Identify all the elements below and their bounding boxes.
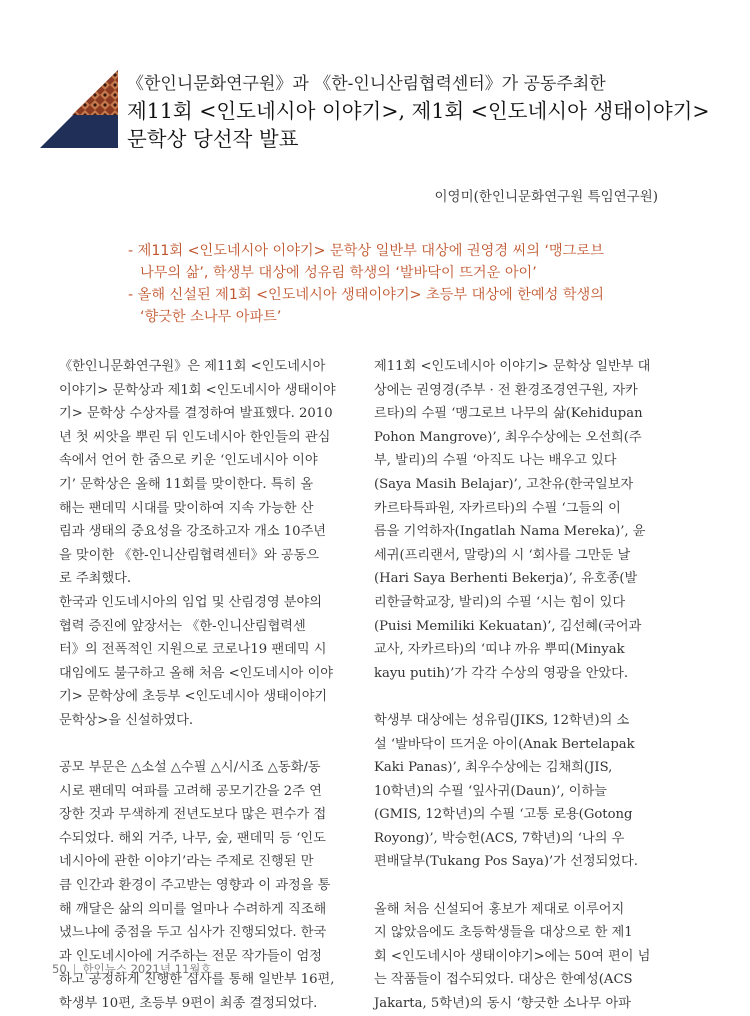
- page-footer: [52, 961, 212, 977]
- body-line: 10학년)의 수필 ‘잎사귀(Daun)’, 이하늘: [374, 783, 607, 799]
- body-line: 회 <인도네시아 생태이야기>에는 50여 편이 넘: [374, 948, 651, 964]
- body-line: 학생부 대상에는 성유림(JIKS, 12학년)의 소: [374, 712, 630, 728]
- body-line: 장한 것과 무색하게 전년도보다 많은 편수가 접: [59, 807, 327, 823]
- body-paragraph: [374, 709, 666, 874]
- body-line: 해 깨달은 삶의 의미를 얼마나 수려하게 직조해: [59, 901, 327, 917]
- highlight-line: - 올해 신설된 제1회 <인도네시아 생태이야기> 초등부 대상에 한예성 학생의: [128, 287, 604, 303]
- body-line: (Puisi Memiliki Kekuatan)’, 김선혜(국어과: [374, 618, 642, 634]
- body-line: 교사, 자카르타)의 ‘띠냐 까유 뿌띠(Minyak: [374, 642, 625, 658]
- body-line: 부, 발리)의 수필 ‘아직도 나는 배우고 있다: [374, 453, 617, 469]
- body-line: 대임에도 불구하고 올해 처음 <인도네시아 이야: [59, 665, 334, 681]
- body-line: 편배달부(Tukang Pos Saya)’가 선정되었다.: [374, 854, 638, 870]
- body-line: 수되었다. 해외 거주, 나무, 숲, 팬데믹 등 ‘인도: [59, 830, 326, 846]
- body-column-left: [59, 355, 349, 1016]
- body-line: 지 않았음에도 초등학생들을 대상으로 한 제1: [374, 925, 633, 941]
- body-line: Jakarta, 5학년)의 동시 ‘향긋한 소나무 아파: [374, 996, 631, 1012]
- body-line: 과 인도네시아에 거주하는 전문 작가들이 엄정: [59, 948, 323, 964]
- body-line: 는 작품들이 접수되었다. 대상은 한예성(ACS: [374, 972, 633, 988]
- body-line: 냈느냐에 중점을 두고 심사가 진행되었다. 한국: [59, 925, 327, 941]
- body-line: 네시아에 관한 이야기’라는 주제로 진행된 만: [59, 854, 314, 870]
- body-line: kayu putih)’가 각각 수상의 영광을 안았다.: [374, 665, 629, 681]
- body-line: (Saya Masih Belajar)’, 고찬유(한국일보자: [374, 476, 634, 492]
- body-line: 해는 팬데믹 시대를 맞이하여 지속 가능한 산: [59, 500, 314, 516]
- body-column-right: [374, 355, 666, 1016]
- title-organizers: 《한인니문화연구원》과 《한-인니산림협력센터》가 공동주최한: [127, 74, 606, 94]
- body-line: (GMIS, 12학년)의 수필 ‘고통 로용(Gotong: [374, 807, 633, 823]
- body-line: 학생부 10편, 초등부 9편이 최종 결정되었다.: [59, 996, 318, 1012]
- body-line: 림과 생태의 중요성을 강조하고자 개소 10주년: [59, 524, 327, 540]
- author-byline: 이영미(한인니문화연구원 특임연구원): [434, 189, 658, 205]
- body-line: 로 주최했다.: [59, 571, 132, 587]
- body-line: 올해 처음 신설되어 홍보가 제대로 이루어지: [374, 901, 625, 917]
- publication-name: 한인뉴스 2021년 11월호: [82, 962, 212, 976]
- body-line: 카르타특파원, 자카르타)의 수필 ‘그들의 이: [374, 500, 621, 516]
- footer-separator: |: [72, 962, 77, 976]
- highlight-line: - 제11회 <인도네시아 이야기> 문학상 일반부 대상에 권영경 씨의 ‘맹그로브: [128, 243, 604, 259]
- body-line: 터》의 전폭적인 지원으로 코로나19 팬데믹 시: [59, 642, 327, 658]
- body-line: Royong)’, 박승헌(ACS, 7학년)의 ‘나의 우: [374, 830, 625, 846]
- body-line: 한국과 인도네시아의 임업 및 산림경영 분야의: [59, 594, 323, 610]
- body-line: Kaki Panas)’, 최우수상에는 김채희(JIS,: [374, 760, 613, 776]
- body-line: 문학상>을 신설하였다.: [59, 712, 194, 728]
- body-line: 리한글학교장, 발리)의 수필 ‘시는 힘이 있다: [374, 594, 626, 610]
- body-line: 상에는 권영경(주부 · 전 환경조경연구원, 자카: [374, 382, 638, 398]
- body-line: 세귀(프리랜서, 말랑)의 시 ‘회사를 그만둔 날: [374, 547, 631, 563]
- body-line: 르타)의 수필 ‘맹그로브 나무의 삶(Kehidupan: [374, 406, 643, 422]
- body-line: 이야기> 문학상과 제1회 <인도네시아 생태이야: [59, 382, 336, 398]
- highlight-line: 나무의 삶’, 학생부 대상에 성유림 학생의 ‘발바닥이 뜨거운 아이’: [140, 265, 537, 281]
- body-line: (Hari Saya Berhenti Bekerja)’, 유호종(발: [374, 571, 638, 587]
- body-line: 협력 증진에 앞장서는 《한-인니산림협력센: [59, 618, 306, 634]
- body-paragraph: [59, 591, 349, 733]
- body-line: 제11회 <인도네시아 이야기> 문학상 일반부 대: [374, 359, 651, 374]
- body-line: 공모 부문은 △소설 △수필 △시/시조 △동화/동: [59, 760, 321, 776]
- body-line: 을 맞이한 《한-인니산림협력센터》와 공동으: [59, 547, 319, 563]
- body-line: 하고 공정하게 진행한 심사를 통해 일반부 16편,: [59, 972, 335, 988]
- highlights-box: [128, 240, 648, 328]
- body-line: 름을 기억하자(Ingatlah Nama Mereka)’, 윤: [374, 524, 646, 540]
- article-title-block: [127, 71, 727, 153]
- title-main: 제11회 <인도네시아 이야기>, 제1회 <인도네시아 생태이야기>: [127, 99, 710, 123]
- body-paragraph: [59, 355, 349, 591]
- highlight-line: ‘향긋한 소나무 아파트’: [140, 309, 282, 325]
- body-line: Pohon Mangrove)’, 최우수상에는 오선희(주: [374, 429, 642, 445]
- highlight-item: [128, 284, 648, 328]
- body-line: 기’ 문학상은 올해 11회를 맞이한다. 특히 올: [59, 476, 314, 492]
- body-line: 속에서 언어 한 줌으로 키운 ‘인도네시아 이야: [59, 453, 318, 469]
- body-line: 큼 인간과 환경이 주고받는 영향과 이 과정을 통: [59, 878, 331, 894]
- body-line: 기> 문학상 수상자를 결정하여 발표했다. 2010: [59, 406, 333, 422]
- body-paragraph: [374, 355, 666, 685]
- body-line: 년 첫 씨앗을 뿌린 뒤 인도네시아 한인들의 관심: [59, 429, 331, 445]
- body-line: 기> 문학상에 초등부 <인도네시아 생태이야기: [59, 689, 328, 705]
- highlight-item: [128, 240, 648, 284]
- body-paragraph: [374, 898, 666, 1016]
- body-line: 《한인니문화연구원》은 제11회 <인도네시아: [59, 359, 326, 374]
- title-sub: 문학상 당선작 발표: [127, 127, 299, 151]
- body-line: 시로 팬데믹 여파를 고려해 공모기간을 2주 연: [59, 783, 322, 799]
- page-number: 50: [52, 962, 67, 976]
- body-line: 설 ‘발바닥이 뜨거운 아이(Anak Bertelapak: [374, 736, 635, 752]
